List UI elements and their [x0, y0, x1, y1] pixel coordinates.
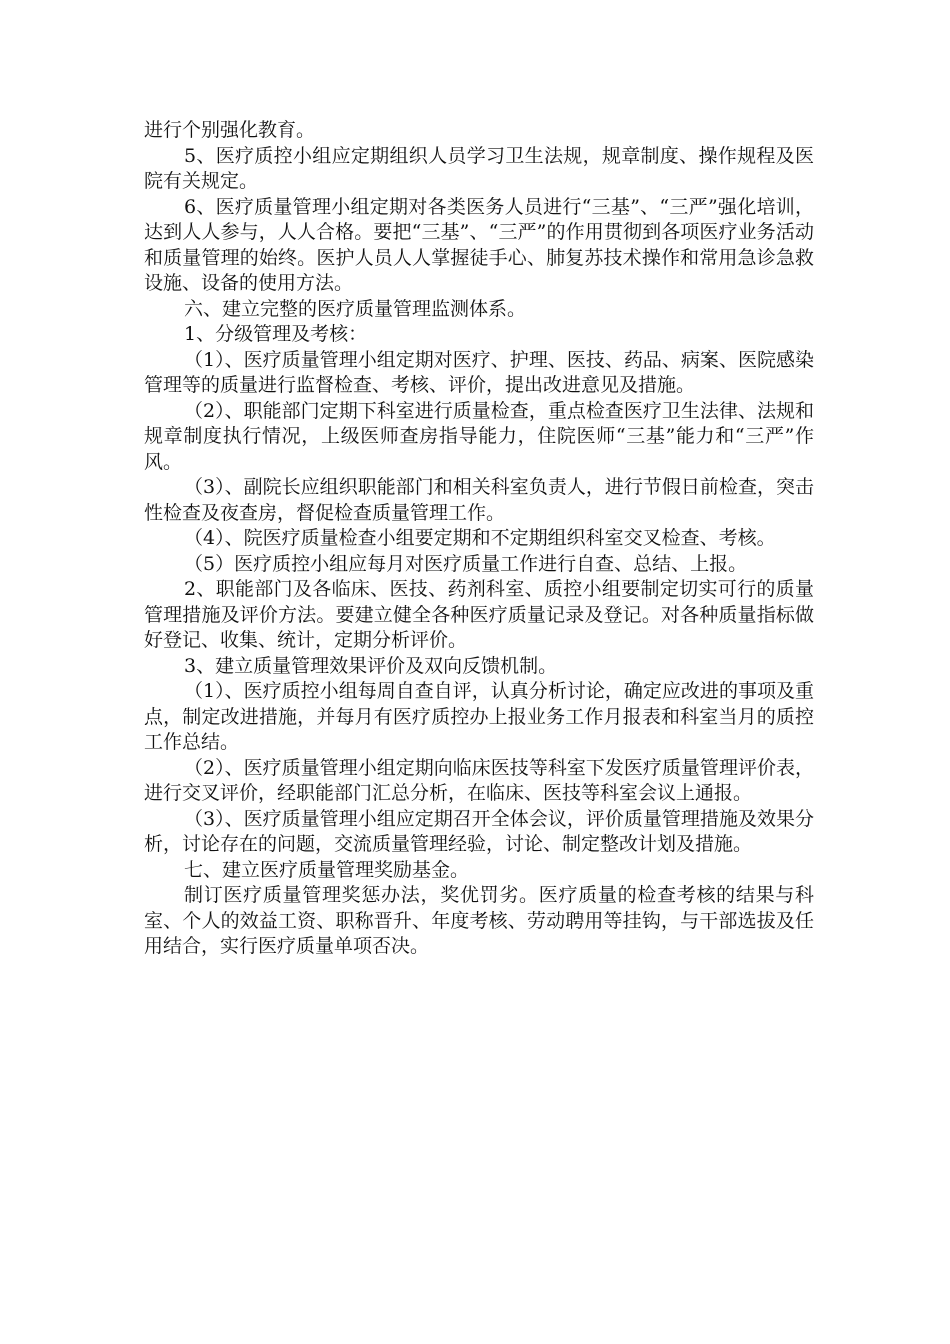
section-heading-7: 七、建立医疗质量管理奖励基金。	[184, 858, 470, 881]
paragraph-continuation: 进行个别强化教育。	[144, 119, 316, 141]
paragraph-reward: 制订医疗质量管理奖惩办法，奖优罚劣。医疗质量的检查考核的结果与科室、个人的效益工资、职称晋升、年度考核、劳动聘用等挂钩，与干部选拔及任用结合，实行医疗质量单项否决。	[144, 884, 814, 957]
subsection-heading-3: 3、建立质量管理效果评价及双向反馈机制。	[184, 654, 558, 677]
document-body	[144, 118, 814, 960]
paragraph-sub-2: （2）、职能部门定期下科室进行质量检查，重点检查医疗卫生法律、法规和规章制度执行情况，上级医师查房指导能力，住院医师“三基”能力和“三严”作风。	[144, 399, 814, 473]
paragraph-item-2: 2、职能部门及各临床、医技、药剂科室、质控小组要制定切实可行的质量管理措施及评价方法。要建立健全各种医疗质量记录及登记。对各种质量指标做好登记、收集、统计，定期分析评价。	[144, 578, 814, 651]
paragraph-feedback-3: （3）、医疗质量管理小组应定期召开全体会议，评价质量管理措施及效果分析，讨论存在的问题，交流质量管理经验，讨论、制定整改计划及措施。	[144, 807, 814, 855]
paragraph-sub-1: （1）、医疗质量管理小组定期对医疗、护理、医技、药品、病案、医院感染管理等的质量进行监督检查、考核、评价，提出改进意见及措施。	[144, 348, 814, 396]
paragraph-sub-5: （5）医疗质控小组应每月对医疗质量工作进行自查、总结、上报。	[184, 552, 748, 575]
paragraph-sub-4: （4）、院医疗质量检查小组要定期和不定期组织科室交叉检查、考核。	[184, 527, 776, 549]
paragraph-item-6: 6、医疗质量管理小组定期对各类医务人员进行“三基”、“三严”强化培训，达到人人参与，人人合格。要把“三基”、“三严”的作用贯彻到各项医疗业务活动和质量管理的始终。医护人员人人掌握徒手心、肺复苏技术操作和常用急诊急救设施、设备的使用方法。	[144, 195, 814, 294]
section-heading-6: 六、建立完整的医疗质量管理监测体系。	[184, 297, 527, 320]
paragraph-feedback-2: （2）、医疗质量管理小组定期向临床医技等科室下发医疗质量管理评价表，进行交叉评价，经职能部门汇总分析，在临床、医技等科室会议上通报。	[144, 756, 814, 804]
paragraph-item-5: 5、医疗质控小组应定期组织人员学习卫生法规，规章制度、操作规程及医院有关规定。	[144, 144, 814, 192]
paragraph-feedback-1: （1）、医疗质控小组每周自查自评，认真分析讨论，确定应改进的事项及重点，制定改进措施，并每月有医疗质控办上报业务工作月报表和科室当月的质控工作总结。	[144, 680, 814, 753]
subsection-heading-1: 1、分级管理及考核：	[184, 323, 368, 345]
paragraph-sub-3: （3）、副院长应组织职能部门和相关科室负责人，进行节假日前检查，突击性检查及夜查房，督促检查质量管理工作。	[144, 476, 814, 524]
